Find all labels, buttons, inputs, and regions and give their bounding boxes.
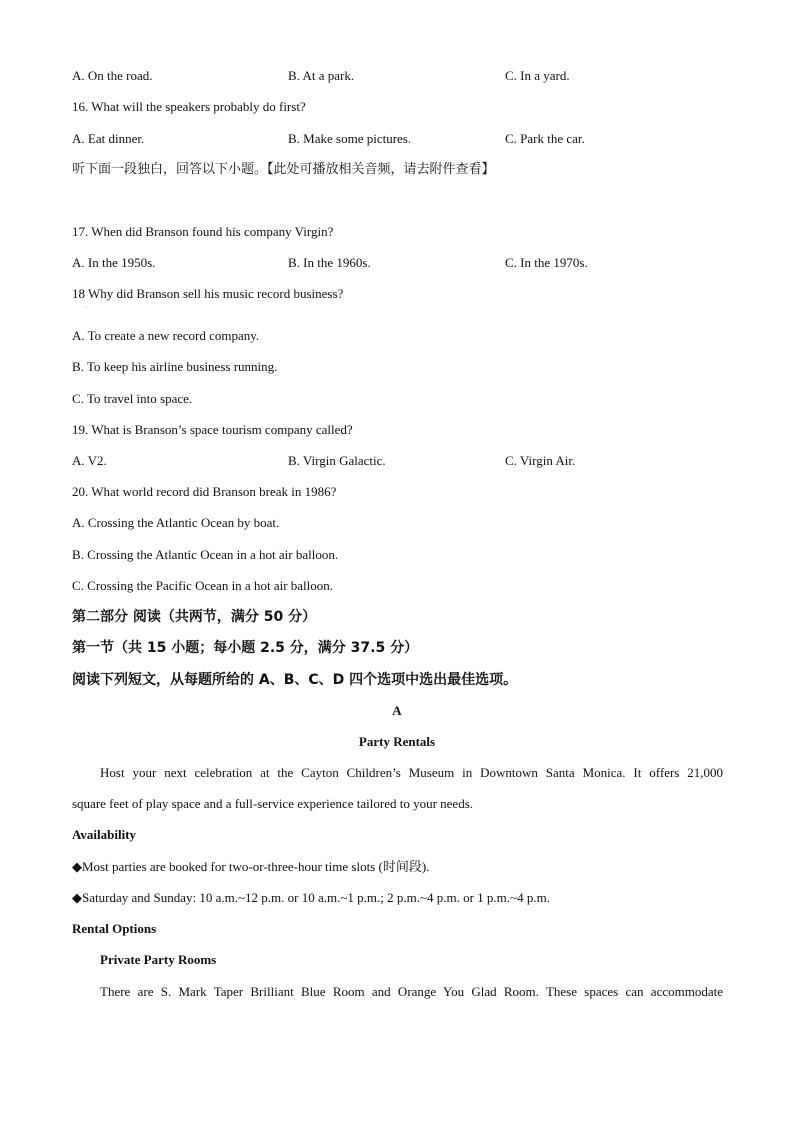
q17-question: 17. When did Branson found his company Virgin? [72,224,334,239]
q20-option-c: C. Crossing the Pacific Ocean in a hot air balloon. [72,578,334,593]
q20-question: 20. What world record did Branson break in 1986? [72,484,337,499]
reading-instruction: 阅读下列短文，从每题所给的 A、B、C、D 四个选项中选出最佳选项。 [72,672,518,688]
q16-option-c: C. Park the car. [505,131,585,146]
passage-letter: A [392,703,402,718]
q18-option-c: C. To travel into space. [72,391,193,406]
q19-option-a: A. V2. [72,453,107,468]
availability-bullet-1: ◆Most parties are booked for two-or-three-hour time slots (时间段). [72,859,430,874]
q17-option-b: B. In the 1960s. [288,255,371,270]
monologue-note: 听下面一段独白，回答以下小题。【此处可播放相关音频，请去附件查看】 [72,162,495,177]
q16-option-a: A. Eat dinner. [72,131,145,146]
q16-option-b: B. Make some pictures. [288,131,412,146]
q15-option-c: C. In a yard. [505,68,570,83]
q15-option-b: B. At a park. [288,68,355,83]
availability-bullet-2: ◆Saturday and Sunday: 10 a.m.~12 p.m. or 10 a.m.~1 p.m.; 2 p.m.~4 p.m. or 1 p.m.~4 p.m. [72,890,550,905]
q15-option-a: A. On the road. [72,68,153,83]
q17-option-c: C. In the 1970s. [505,255,588,270]
q19-option-b: B. Virgin Galactic. [288,453,386,468]
q18-dot-mark: · [85,305,87,311]
section1-heading: 第一节（共 15 小题；每小题 2.5 分，满分 37.5 分） [72,640,419,656]
q20-option-b: B. Crossing the Atlantic Ocean in a hot air balloon. [72,547,339,562]
q16-question: 16. What will the speakers probably do first? [72,99,306,114]
private-rooms-heading: Private Party Rooms [100,952,217,967]
passage-title: Party Rentals [358,734,436,749]
q19-option-c: C. Virgin Air. [505,453,576,468]
passage-intro-line1: Host your next celebration at the Cayton Children’s Museum in Downtown Santa Monica. It offers 21,000 [100,765,723,780]
q18-option-a: A. To create a new record company. [72,328,260,343]
q20-option-a: A. Crossing the Atlantic Ocean by boat. [72,515,280,530]
q17-option-a: A. In the 1950s. [72,255,156,270]
private-rooms-text: There are S. Mark Taper Brilliant Blue Room and Orange You Glad Room. These spaces can accommodate [100,984,723,999]
part2-heading: 第二部分 阅读（共两节，满分 50 分） [72,609,317,625]
rental-options-heading: Rental Options [72,921,157,936]
availability-heading: Availability [72,827,137,842]
passage-intro-line2: square feet of play space and a full-service experience tailored to your needs. [72,796,474,811]
q19-question: 19. What is Branson’s space tourism company called? [72,422,353,437]
q18-question: 18 Why did Branson sell his music record business? [72,286,344,301]
q18-option-b: B. To keep his airline business running. [72,359,278,374]
